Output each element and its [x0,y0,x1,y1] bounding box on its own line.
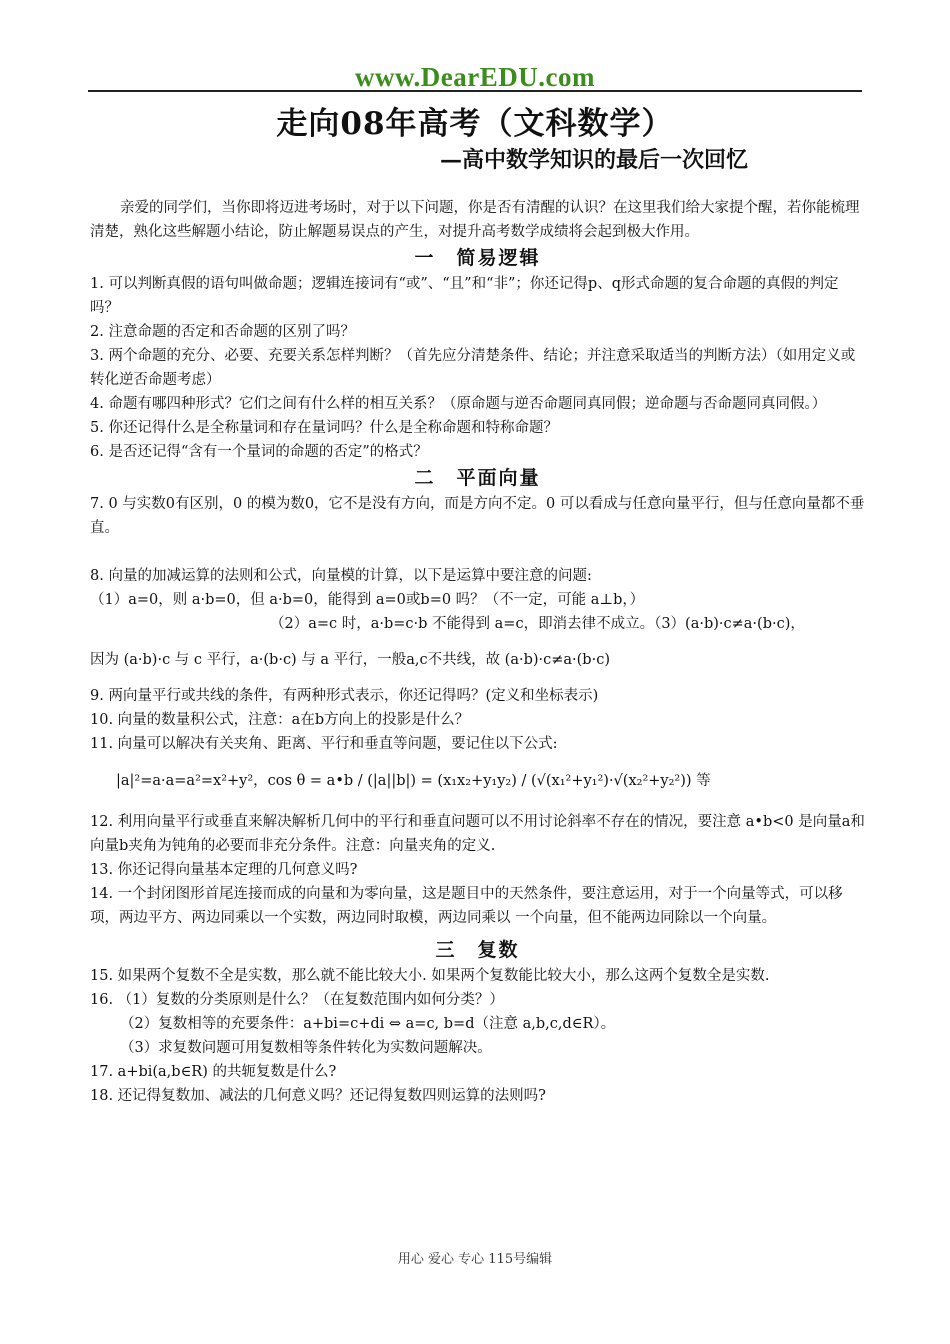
vector-item-8-part2: （2）a=c 时，a·b=c·b 不能得到 a=c，即消去律不成立。（3）(a·b)·c≠a·(b·c)， [270,616,805,632]
logic-item-2: 2. 注意命题的否定和否命题的区别了吗？ [90,324,355,340]
page-footer: 用心 爱心 专心 115号编辑 [397,1252,553,1267]
logic-item-1: 1. 可以判断真假的语句叫做命题；逻辑连接词有“或”、“且”和“非”；你还记得p、q形式命题的复合命题的真假的判定吗？ [90,276,839,316]
logic-item-3: 3. 两个命题的充分、必要、充要关系怎样判断？（首先应分清楚条件、结论；并注意采取适当的判断方法）（如用定义或转化逆否命题考虑） [90,348,856,388]
spacer [90,540,865,564]
banner-text: www.DearEDU.com [355,62,595,92]
vector-item-9: 9. 两向量平行或共线的条件，有两种形式表示，你还记得吗？(定义和坐标表示) [90,688,599,704]
logic-item-5: 5. 你还记得什么是全称量词和存在量词吗？什么是全称命题和特称命题？ [90,420,558,436]
complex-item-16: 16. （1）复数的分类原则是什么？（在复数范围内如何分类？） [90,992,504,1008]
vector-item-10: 10. 向量的数量积公式，注意：a在b方向上的投影是什么？ [90,712,470,728]
intro-paragraph: 亲爱的同学们，当你即将迈进考场时，对于以下问题，你是否有清醒的认识？在这里我们给大家提个醒，若你能梳理清楚，熟化这些解题小结论，防止解题易误点的产生，对提升高考数学成绩将会起到极大作用。 [90,200,860,240]
document-body [90,196,865,1108]
complex-item-15: 15. 如果两个复数不全是实数，那么就不能比较大小. 如果两个复数能比较大小，那么这两个复数全是实数. [90,968,770,984]
vector-item-13: 13. 你还记得向量基本定理的几何意义吗? [90,862,358,878]
vector-item-8: 8. 向量的加减运算的法则和公式，向量模的计算，以下是运算中要注意的问题: [90,568,592,584]
section-heading-logic: 一 简易逻辑 [414,247,541,269]
site-banner [88,62,862,96]
spacer [90,672,865,684]
vector-item-8-part1: （1）a=0，则 a·b=0，但 a·b=0，能得到 a=0或b=0 吗？（不一定，可能 a⊥b，） [90,592,645,608]
page-subtitle: —高中数学知识的最后一次回忆 [440,147,749,173]
vector-item-8-part3: 因为 (a·b)·c 与 c 平行，a·(b·c) 与 a 平行，一般a,c不共线，故 (a·b)·c≠a·(b·c) [90,652,610,668]
vector-item-14: 14. 一个封闭图形首尾连接而成的向量和为零向量，这是题目中的天然条件，要注意运用，对于一个向量等式，可以移项，两边平方、两边同乘以一个实数，两边同时取模，两边同乘以 一个向量，但不能两边同除以一个向量。 [90,886,843,926]
complex-item-18: 18. 还记得复数加、减法的几何意义吗？还记得复数四则运算的法则吗? [90,1088,546,1104]
section-heading-vectors: 二 平面向量 [414,467,541,489]
page-title: 走向08年高考（文科数学） [276,106,674,142]
vector-formula: |a|²=a·a=a²=x²+y²，cos θ = a•b / (|a||b|) = (x₁x₂+y₁y₂) / (√(x₁²+y₁²)·√(x₂²+y₂²)) 等 [116,773,711,789]
spacer [90,636,865,648]
complex-item-16-3: （3）求复数问题可用复数相等条件转化为实数问题解决。 [120,1040,492,1056]
complex-item-16-2: （2）复数相等的充要条件：a+bi=c+di ⇔ a=c, b=d（注意 a,b,c,d∈R）。 [120,1016,616,1032]
complex-item-17: 17. a+bi(a,b∈R) 的共轭复数是什么? [90,1064,337,1080]
vector-item-7: 7. 0 与实数0有区别，0 的模为数0，它不是没有方向，而是方向不定。0 可以看成与任意向量平行，但与任意向量都不垂直。 [90,496,865,536]
logic-item-6: 6. 是否还记得“含有一个量词的命题的否定”的格式？ [90,444,428,460]
logic-item-4: 4. 命题有哪四种形式？它们之间有什么样的相互关系？（原命题与逆否命题同真同假；逆命题与否命题同真同假。） [90,396,827,412]
vector-item-11: 11. 向量可以解决有关夹角、距离、平行和垂直等问题，要记住以下公式: [90,736,558,752]
section-heading-complex: 三 复数 [435,939,520,961]
vector-item-12: 12. 利用向量平行或垂直来解决解析几何中的平行和垂直问题可以不用讨论斜率不存在的情况，要注意 a•b<0 是向量a和向量b夹角为钝角的必要而非充分条件。注意：向量夹角的定义. [90,814,865,854]
